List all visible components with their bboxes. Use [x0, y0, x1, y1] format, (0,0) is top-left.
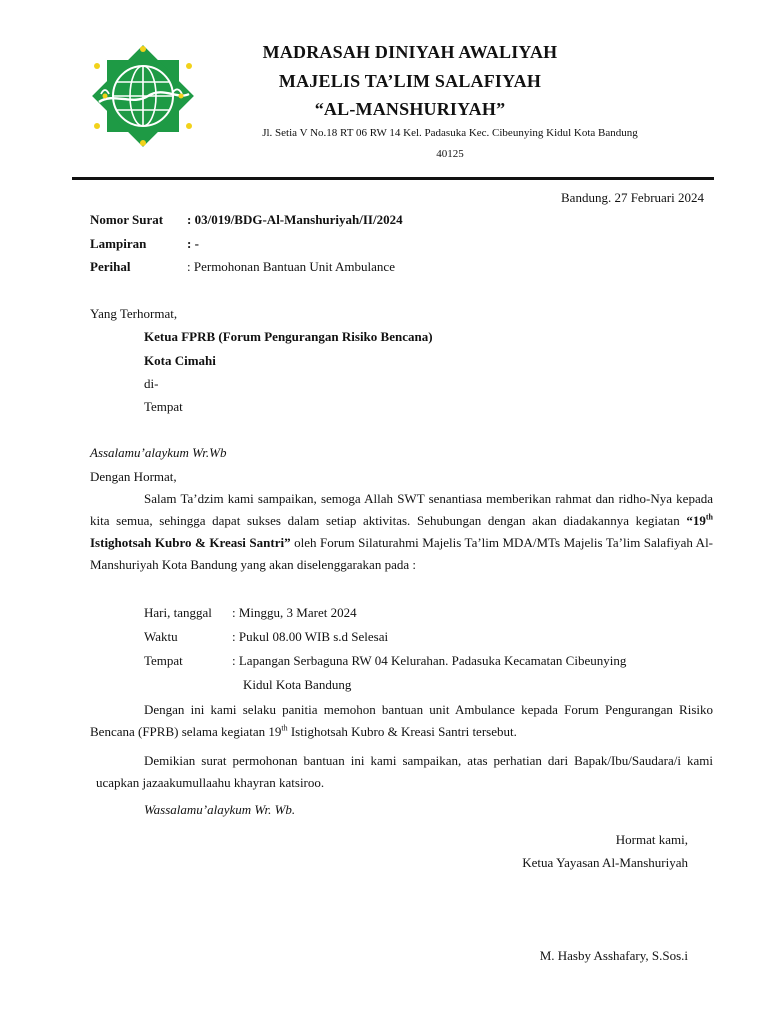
detail-label: Tempat [144, 653, 183, 668]
opening-line: Dengan Hormat, [90, 469, 177, 484]
detail-label: Waktu [144, 629, 178, 644]
islamic-greeting: Assalamu’alaykum Wr.Wb [90, 445, 227, 460]
detail-place [144, 653, 626, 669]
meta-label: Lampiran [90, 236, 147, 251]
recipient-place: Tempat [144, 399, 183, 414]
paragraph-closing: Demikian surat permohonan bantuan ini kami sampaikan, atas perhatian dari Bapak/Ibu/Saudara/i kami ucapkan jazaakumullaahu khayran katsiroo. [96, 753, 713, 790]
detail-label: Hari, tanggal [144, 605, 212, 620]
detail-date [144, 605, 357, 621]
detail-value: : Lapangan Serbaguna RW 04 Kelurahan. Padasuka Kecamatan Cibeunying [232, 653, 627, 668]
letter-date: Bandung. 27 Februari 2024 [561, 190, 704, 205]
paragraph-request: Dengan ini kami selaku panitia memohon bantuan unit Ambulance kepada Forum Pengurangan Risiko Bencana (FPRB) selama kegiatan 19th Istighotsah Kubro & Kreasi Santri tersebut. [90, 702, 713, 739]
header-divider [72, 177, 714, 180]
header-postal-code: 40125 [436, 148, 464, 160]
intro-text: Salam Ta’dzim kami sampaikan, semoga Allah SWT senantiasa memberikan rahmat dan ridho-Nya kepada kita semua, sehingga dapat sukses dalam setiap aktivitas. Sehubungan dengan akan diadakannya kegiatan [90, 491, 713, 528]
recipient-title: Ketua FPRB (Forum Pengurangan Risiko Bencana) [144, 329, 433, 344]
meta-label: Perihal [90, 259, 131, 274]
meta-value: : 03/019/BDG-Al-Manshuriyah/II/2024 [187, 212, 403, 227]
meta-number [90, 212, 403, 232]
organization-logo [78, 44, 208, 148]
signer-name: M. Hasby Asshafary, S.Sos.i [539, 948, 688, 963]
meta-label: Nomor Surat [90, 212, 164, 227]
detail-value: : Pukul 08.00 WIB s.d Selesai [232, 629, 389, 644]
recipient-di: di- [144, 376, 159, 391]
event-name: “19th Istighotsah Kubro & Kreasi Santri” [90, 512, 713, 550]
closing-greeting: Wassalamu’alaykum Wr. Wb. [144, 802, 296, 817]
header-address: Jl. Setia V No.18 RT 06 RW 14 Kel. Padasuka Kec. Cibeunying Kidul Kota Bandung [262, 127, 638, 139]
detail-place-cont: Kidul Kota Bandung [243, 677, 352, 692]
intro-text-cont: oleh Forum Silaturahmi Majelis Ta’lim MDA/MTs Majelis Ta’lim Salafiyah Al-Manshuriyah Kota Bandung yang akan diselenggarakan pada : [90, 535, 714, 572]
header-title-2: MAJELIS TA’LIM SALAFIYAH [278, 71, 542, 91]
paragraph-intro [90, 488, 713, 576]
header-title-3: “AL-MANSHURIYAH” [314, 99, 506, 119]
meta-value: : Permohonan Bantuan Unit Ambulance [187, 259, 395, 274]
recipient-city: Kota Cimahi [144, 353, 216, 368]
header-title-1: MADRASAH DINIYAH AWALIYAH [262, 42, 558, 62]
meta-attachment [90, 236, 199, 256]
meta-subject [90, 259, 395, 279]
salutation: Yang Terhormat, [90, 306, 178, 321]
signature-regards: Hormat kami, [615, 832, 688, 847]
meta-value: : - [187, 236, 199, 251]
detail-value: : Minggu, 3 Maret 2024 [232, 605, 357, 620]
signature-position: Ketua Yayasan Al-Manshuriyah [522, 855, 688, 870]
detail-time [144, 629, 388, 645]
